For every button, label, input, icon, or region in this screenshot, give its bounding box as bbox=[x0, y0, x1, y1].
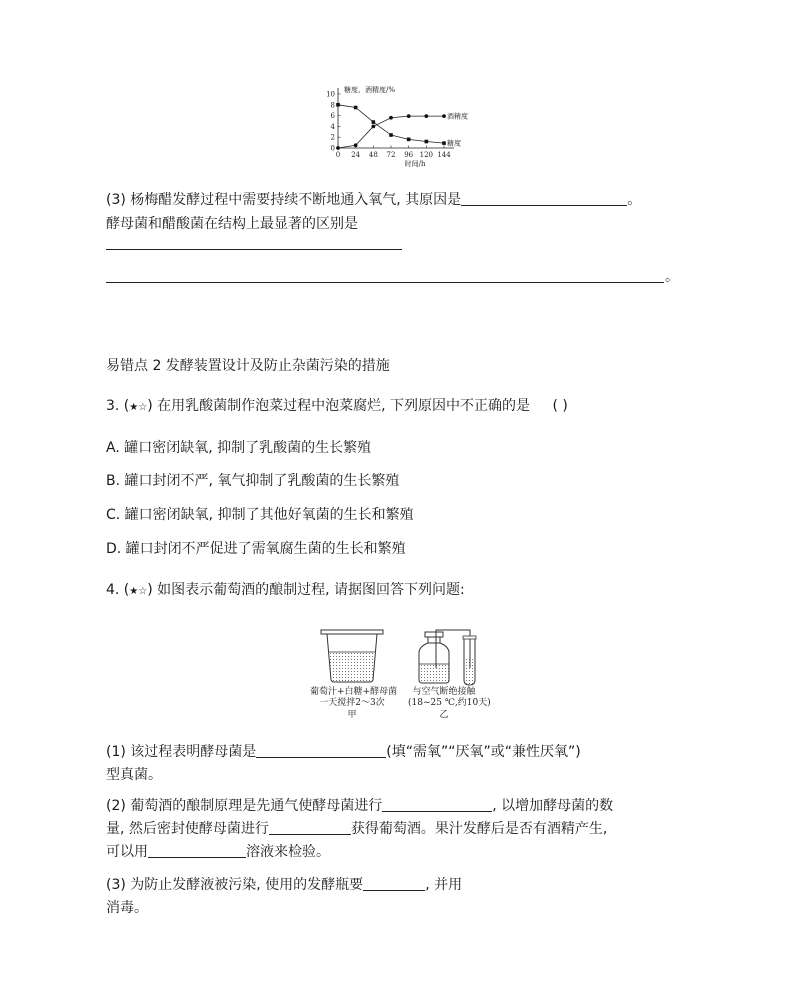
figure-yi-caption-2: (18~25 ℃,约10天) bbox=[408, 698, 491, 708]
q2-part3-period: 。 bbox=[627, 192, 642, 208]
q4-part2-line3 bbox=[106, 843, 330, 861]
q4-part2-blank-3[interactable] bbox=[148, 843, 246, 858]
y-tick-label: 8 bbox=[330, 101, 335, 110]
figure-jia-caption-2: 一天搅拌2～3次 bbox=[319, 698, 385, 708]
series-line bbox=[338, 105, 444, 143]
x-tick-label: 24 bbox=[351, 151, 361, 159]
q4-part2-text-e: 可以用 bbox=[106, 844, 148, 860]
data-point bbox=[425, 140, 429, 144]
q2-part3-blank-3[interactable] bbox=[106, 282, 664, 283]
data-point bbox=[389, 116, 393, 120]
figure-jia-caption-1: 葡萄汁+白糖+酵母菌 bbox=[310, 687, 398, 697]
data-point bbox=[442, 141, 446, 145]
q3-stem-text: ) 在用乳酸菌制作泡菜过程中泡菜腐烂, 下列原因中不正确的是 bbox=[147, 398, 531, 414]
x-tick-label: 48 bbox=[368, 151, 378, 159]
q4-part1-line2: 型真菌。 bbox=[106, 767, 162, 783]
x-axis-title: 时间/h bbox=[404, 160, 426, 168]
y-axis-title: 糖度、酒精度/% bbox=[344, 86, 396, 94]
x-tick-label: 96 bbox=[404, 151, 414, 159]
q4-part2-text-a: (2) 葡萄酒的酿制原理是先通气使酵母菌进行 bbox=[106, 798, 383, 814]
fermentation-bucket-figure bbox=[320, 628, 384, 684]
q3-answer-paren[interactable]: ( ) bbox=[552, 398, 568, 414]
q3-option-c[interactable]: C. 罐口密闭缺氧, 抑制了其他好氧菌的生长和繁殖 bbox=[106, 507, 414, 523]
data-point bbox=[354, 106, 358, 110]
figure-yi-caption-1: 与空气断绝接触 bbox=[412, 687, 476, 697]
section-title: 易错点 2 发酵装置设计及防止杂菌污染的措施 bbox=[106, 358, 390, 374]
q4-part3-line2: 消毒。 bbox=[106, 900, 148, 916]
data-point bbox=[424, 114, 428, 118]
x-tick-label: 144 bbox=[437, 151, 451, 159]
q2-part3-blank-1[interactable] bbox=[461, 191, 627, 206]
q4-part2-blank-1[interactable] bbox=[382, 797, 492, 812]
q3-option-d[interactable]: D. 罐口封闭不严促进了需氧腐生菌的生长和繁殖 bbox=[106, 541, 406, 557]
difficulty-stars-icon: ★☆ bbox=[129, 402, 148, 413]
q2-part3-text-b: 酵母菌和醋酸菌在结构上最显著的区别是 bbox=[106, 216, 358, 232]
series-label: 糖度 bbox=[447, 139, 461, 148]
q4-stem-text: ) 如图表示葡萄酒的酿制过程, 请据图回答下列问题: bbox=[147, 582, 465, 598]
q4-part2-text-c: 量, 然后密封使酵母菌进行 bbox=[106, 821, 269, 837]
y-tick-label: 4 bbox=[330, 122, 335, 131]
figure-yi-label: 乙 bbox=[439, 710, 449, 720]
data-point bbox=[442, 114, 446, 118]
q4-part1-blank[interactable] bbox=[256, 743, 386, 758]
y-tick-label: 6 bbox=[330, 112, 335, 121]
data-point bbox=[371, 125, 375, 129]
q4-part1-text: (1) 该过程表明酵母菌是 bbox=[106, 744, 257, 760]
difficulty-stars-icon: ★☆ bbox=[129, 586, 148, 597]
q3-option-b[interactable]: B. 罐口封闭不严, 氧气抑制了乳酸菌的生长繁殖 bbox=[106, 473, 400, 489]
series-label: 酒精度 bbox=[447, 112, 468, 121]
y-tick-label: 10 bbox=[326, 90, 335, 99]
q4-part3-line1 bbox=[106, 876, 462, 894]
q4-part3-blank[interactable] bbox=[363, 876, 425, 891]
data-point bbox=[372, 120, 376, 124]
y-tick-label: 0 bbox=[330, 144, 335, 153]
q3-prefix: 3. ( bbox=[106, 398, 130, 414]
y-tick-label: 2 bbox=[330, 133, 335, 142]
q4-part2-blank-2[interactable] bbox=[269, 820, 351, 835]
figure-jia-label: 甲 bbox=[347, 710, 357, 720]
q4-stem bbox=[106, 581, 465, 601]
q2-part3-line2 bbox=[106, 215, 358, 233]
x-tick-label: 72 bbox=[386, 151, 396, 159]
q2-part3-blank-2[interactable] bbox=[106, 249, 402, 250]
data-point bbox=[336, 146, 340, 150]
data-point bbox=[407, 138, 411, 142]
q2-part3-text: (3) 杨梅醋发酵过程中需要持续不断地通入氧气, 其原因是 bbox=[106, 192, 462, 208]
q4-part1-line1 bbox=[106, 743, 581, 761]
sugar-alcohol-chart bbox=[318, 86, 518, 176]
q3-stem bbox=[106, 397, 568, 417]
x-tick-label: 0 bbox=[335, 151, 341, 159]
data-point bbox=[336, 103, 340, 107]
data-point bbox=[407, 114, 411, 118]
x-tick-label: 120 bbox=[419, 151, 434, 159]
q4-part2-text-b: , 以增加酵母菌的数 bbox=[492, 798, 614, 814]
q4-part2-text-f: 溶液来检验。 bbox=[246, 844, 330, 860]
data-point bbox=[389, 133, 393, 137]
q4-part2-line1 bbox=[106, 797, 613, 815]
data-point bbox=[354, 143, 358, 147]
q2-part3-end: 。 bbox=[665, 269, 679, 285]
q4-prefix: 4. ( bbox=[106, 582, 130, 598]
q4-part2-text-d: 获得葡萄酒。果汁发酵后是否有酒精产生, bbox=[350, 821, 608, 837]
q3-option-a[interactable]: A. 罐口密闭缺氧, 抑制了乳酸菌的生长繁殖 bbox=[106, 440, 372, 456]
sealed-flask-figure bbox=[414, 628, 484, 686]
q4-part2-line2 bbox=[106, 820, 607, 838]
q2-part3-line1 bbox=[106, 191, 641, 209]
q4-part3-text-b: , 并用 bbox=[425, 877, 463, 893]
q4-part3-text-a: (3) 为防止发酵液被污染, 使用的发酵瓶要 bbox=[106, 877, 364, 893]
q4-part1-hint: (填“需氧”“厌氧”或“兼性厌氧”) bbox=[386, 744, 581, 760]
